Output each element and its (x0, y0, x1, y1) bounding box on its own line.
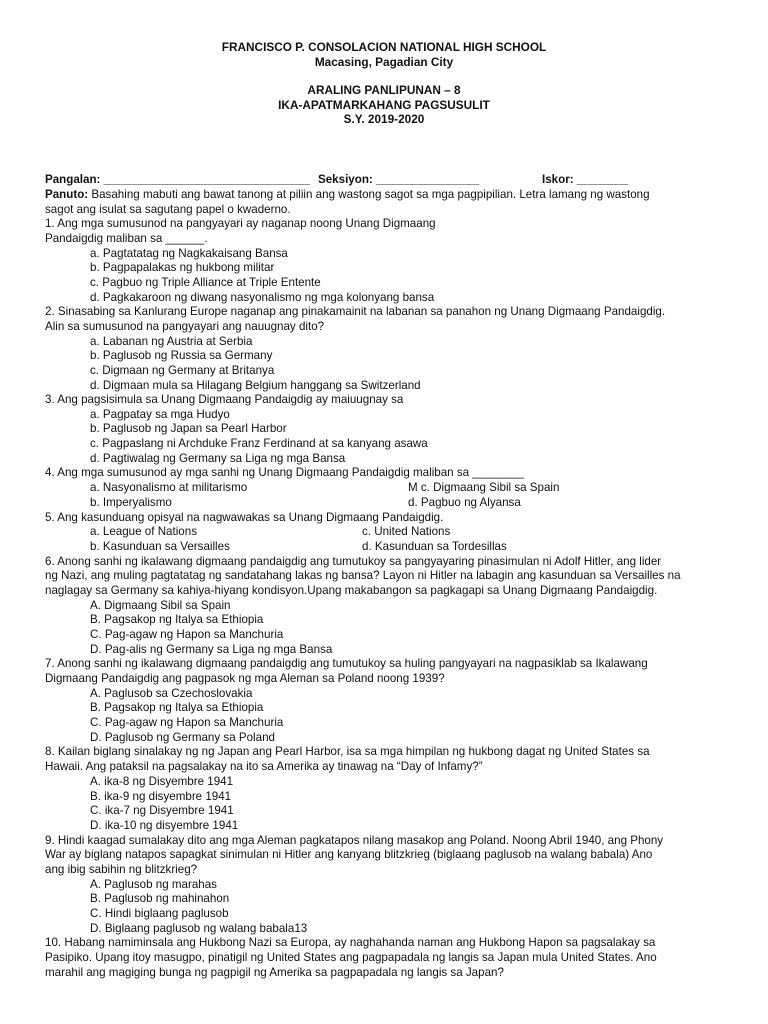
question-5-option-d: d. Kasunduan sa Tordesillas (362, 540, 507, 553)
question-8-option-b: B. ika-9 ng disyembre 1941 (90, 790, 232, 803)
instructions-label: Panuto: (45, 188, 89, 201)
name-field[interactable]: Pangalan: ________________________________ (45, 173, 310, 186)
instructions-line-2: sagot ang isulat sa sagutang papel o kwaderno. (45, 203, 291, 216)
question-4-option-b: b. Imperyalismo (90, 496, 172, 509)
question-3-option-a: a. Pagpatay sa mga Hudyo (90, 408, 230, 421)
question-3-text-1: 3. Ang pagsisimula sa Unang Digmaang Pandaigdig ay maiuugnay sa (45, 393, 404, 406)
question-1-text-1: 1. Ang mga sumusunod na pangyayari ay naganap noong Unang Digmaang (45, 217, 436, 230)
question-1-option-a: a. Pagtatatag ng Nagkakaisang Bansa (90, 247, 288, 260)
question-2-text-2: Alin sa sumusunod na pangyayari ang nauugnay dito? (45, 320, 325, 333)
school-name: FRANCISCO P. CONSOLACION NATIONAL HIGH SCHOOL (221, 40, 547, 54)
question-6-option-c: C. Pag-agaw ng Hapon sa Manchuria (90, 628, 284, 641)
question-7-text-2: Digmaang Pandaigdig ang pagpasok ng mga Aleman sa Poland noong 1939? (45, 672, 445, 685)
school-year: S.Y. 2019-2020 (343, 112, 425, 126)
question-9-option-a: A. Paglusob ng marahas (90, 878, 217, 891)
question-5-option-a: a. League of Nations (90, 525, 197, 538)
question-7-option-a: A. Paglusob sa Czechoslovakia (90, 687, 253, 700)
question-9-option-c: C. Hindi biglaang paglusob (90, 907, 229, 920)
question-1-option-c: c. Pagbuo ng Triple Alliance at Triple Entente (90, 276, 321, 289)
question-1-text-2: Pandaigdig maliban sa ______. (45, 232, 208, 245)
question-2-option-d: d. Digmaan mula sa Hilagang Belgium hanggang sa Switzerland (90, 379, 421, 392)
question-10-text-2: Pasipiko. Upang itoy masugpo, pinatigil ng United States ang pagpapadala ng langis sa Japan mula United States. Ano (45, 951, 657, 964)
exam-title: IKA-APATMARKAHANG PAGSUSULIT (278, 97, 490, 112)
question-2-text-1: 2. Sinasabing sa Kanlurang Europe naganap ang pinakamainit na labanan sa panahon ng Unang Digmaang Pandaigdig. (45, 305, 666, 318)
question-7-option-b: B. Pagsakop ng Italya sa Ethiopia (90, 701, 264, 714)
question-9-text-2: War ay biglang natapos sapagkat sinimulan ni Hitler ang kanyang blitzkrieg (biglaang paglusob na walang babala) Ano (45, 848, 653, 861)
student-info-row (45, 173, 735, 187)
question-6-text-1: 6. Anong sanhi ng ikalawang digmaang pandaigdig ang tumutukoy sa pangyayaring pinasimulan ni Adolf Hitler, ang lider (45, 555, 662, 568)
question-9-option-d: D. Biglaang paglusob ng walang babala13 (90, 922, 308, 935)
question-5-option-c: c. United Nations (362, 525, 451, 538)
question-3-option-c: c. Pagpaslang ni Archduke Franz Ferdinand at sa kanyang asawa (90, 437, 428, 450)
question-4-text-1: 4. Ang mga sumusunod ay mga sanhi ng Unang Digmaang Pandaigdig maliban sa ________ (45, 466, 524, 479)
question-8-text-1: 8. Kailan biglang sinalakay ng ng Japan ang Pearl Harbor, isa sa mga himpilan ng hukbong dagat ng United States sa (45, 745, 650, 758)
question-8-option-d: D. ika-10 ng disyembre 1941 (90, 819, 239, 832)
question-9-option-b: B. Paglusob ng mahinahon (90, 892, 230, 905)
school-location: Macasing, Pagadian City (314, 54, 454, 69)
question-3-option-b: b. Paglusob ng Japan sa Pearl Harbor (90, 422, 287, 435)
question-4-option-c: M c. Digmaang Sibil sa Spain (408, 481, 560, 494)
question-6-option-d: D. Pag-alis ng Germany sa Liga ng mga Bansa (90, 643, 333, 656)
question-7-text-1: 7. Anong sanhi ng ikalawang digmaang pandaigdig ang tumutukoy sa huling pangyayari na nagpasiklab sa Ikalawang (45, 657, 648, 670)
question-2-option-a: a. Labanan ng Austria at Serbia (90, 335, 253, 348)
question-5-text-1: 5. Ang kasunduang opisyal na nagwawakas sa Unang Digmaang Pandaigdig. (45, 511, 444, 524)
question-2-option-b: b. Paglusob ng Russia sa Germany (90, 349, 273, 362)
question-9-text-1: 9. Hindi kaagad sumalakay dito ang mga Aleman pagkatapos nilang masakop ang Poland. Noong Abril 1940, ang Phony (45, 834, 664, 847)
question-4-option-a: a. Nasyonalismo at militarismo (90, 481, 248, 494)
question-3-option-d: d. Pagtiwalag ng Germany sa Liga ng mga Bansa (90, 452, 346, 465)
question-6-text-2: ng Nazi, ang muling pagtatatag ng sandatahang lakas ng bansa? Layon ni Hitler na labagin ang kasunduan sa Versailles na (45, 569, 681, 582)
question-4-option-d: d. Pagbuo ng Alyansa (408, 496, 521, 509)
question-6-option-b: B. Pagsakop ng Italya sa Ethiopia (90, 613, 264, 626)
question-6-option-a: A. Digmaang Sibil sa Spain (90, 599, 231, 612)
question-10-text-3: marahil ang magiging bunga ng pagpigil ng Amerika sa pagpapadala ng langis sa Japan? (45, 966, 504, 979)
instructions-text-1: Basahing mabuti ang bawat tanong at piliin ang wastong sagot sa mga pagpipilian. Letra lamang ng wastong (88, 188, 650, 201)
question-9-text-3: ang ibig sabihin ng blitzkrieg? (45, 863, 198, 876)
section-field[interactable]: Seksiyon: ________________ (318, 173, 480, 186)
exam-header (0, 40, 768, 127)
question-8-option-c: C. ika-7 ng Disyembre 1941 (90, 804, 234, 817)
instructions-line-1 (45, 188, 650, 202)
question-8-option-a: A. ika-8 ng Disyembre 1941 (90, 775, 234, 788)
question-8-text-2: Hawaii. Ang pataksil na pagsalakay na ito sa Amerika ay tinawag na “Day of Infamy?” (45, 760, 483, 773)
question-6-text-3: naglagay sa Germany sa kahiya-hiyang kondisyon.Upang makabangon sa pagkagapi sa Unang Digmaang Pandaigdig. (45, 584, 658, 597)
question-1-option-b: b. Pagpapalakas ng hukbong militar (90, 261, 275, 274)
question-7-option-d: D. Paglusob ng Germany sa Poland (90, 731, 275, 744)
question-10-text-1: 10. Habang namiminsala ang Hukbong Nazi sa Europa, ay naghahanda naman ang Hukbong Hapon sa pagsalakay sa (45, 936, 656, 949)
question-7-option-c: C. Pag-agaw ng Hapon sa Manchuria (90, 716, 284, 729)
question-1-option-d: d. Pagkakaroon ng diwang nasyonalismo ng mga kolonyang bansa (90, 291, 435, 304)
question-5-option-b: b. Kasunduan sa Versailles (90, 540, 230, 553)
subject-title: ARALING PANLIPUNAN – 8 (307, 83, 461, 97)
question-2-option-c: c. Digmaan ng Germany at Britanya (90, 364, 275, 377)
score-field[interactable]: Iskor: ________ (542, 173, 629, 186)
